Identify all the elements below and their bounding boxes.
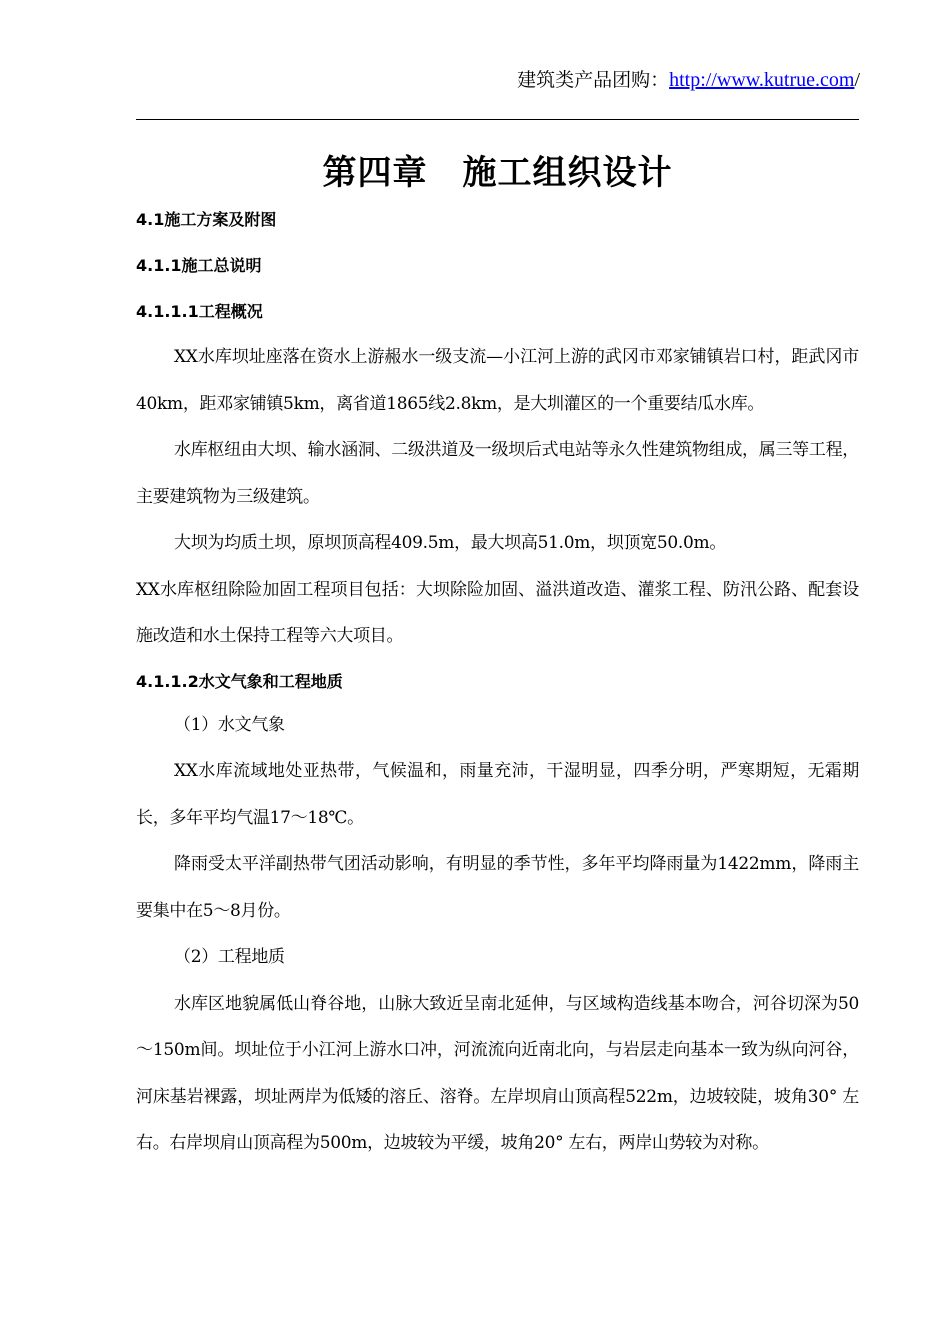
section-heading-4-1-1-2: 4.1.1.2水文气象和工程地质 bbox=[136, 671, 343, 691]
section-heading-4-1: 4.1施工方案及附图 bbox=[136, 210, 277, 229]
document-body bbox=[136, 208, 859, 1167]
header-slash: / bbox=[854, 69, 860, 91]
paragraph-overview-1: XX水库坝址座落在资水上游赧水一级支流—小江河上游的武冈市邓家铺镇岩口村，距武冈市40km，距邓家铺镇5km，离省道1865线2.8km，是大圳灌区的一个重要结瓜水库。 bbox=[136, 347, 859, 414]
subheading-hydrology: （1）水文气象 bbox=[174, 714, 285, 735]
paragraph-geology: 水库区地貌属低山脊谷地，山脉大致近呈南北延伸，与区域构造线基本吻合，河谷切深为50～150m间。坝址位于小江河上游水口冲，河流流向近南北向，与岩层走向基本一致为纵向河谷，河床基岩裸露，坝址两岸为低矮的溶丘、溶脊。左岸坝肩山顶高程522m，边坡较陡，坡角30° 左右。右岸坝肩山顶高程为500m，边坡较为平缓，坡角20° 左右，两岸山势较为对称。 bbox=[136, 993, 859, 1153]
header-label: 建筑类产品团购： bbox=[517, 69, 670, 91]
section-heading-4-1-1: 4.1.1施工总说明 bbox=[136, 256, 262, 275]
header-link[interactable]: http://www.kutrue.com bbox=[669, 69, 855, 91]
paragraph-hydrology-1: XX水库流域地处亚热带，气候温和，雨量充沛，干湿明显，四季分明，严寒期短，无霜期长，多年平均气温17～18℃。 bbox=[136, 761, 859, 828]
subheading-geology: （2）工程地质 bbox=[174, 947, 285, 967]
header-divider bbox=[136, 119, 859, 120]
page-header bbox=[517, 66, 860, 94]
paragraph-hydrology-2: 降雨受太平洋副热带气团活动影响，有明显的季节性，多年平均降雨量为1422mm，降雨主要集中在5～8月份。 bbox=[136, 854, 859, 921]
paragraph-overview-3: 大坝为均质土坝，原坝顶高程409.5m，最大坝高51.0m，坝顶宽50.0m。 bbox=[174, 533, 727, 553]
paragraph-overview-4: XX水库枢纽除险加固工程项目包括：大坝除险加固、溢洪道改造、灌浆工程、防汛公路、配套设施改造和水土保持工程等六大项目。 bbox=[136, 579, 859, 646]
paragraph-overview-2: 水库枢纽由大坝、输水涵洞、二级洪道及一级坝后式电站等永久性建筑物组成，属三等工程，主要建筑物为三级建筑。 bbox=[136, 440, 859, 507]
chapter-title: 第四章 施工组织设计 bbox=[322, 153, 673, 193]
section-heading-4-1-1-1: 4.1.1.1工程概况 bbox=[136, 302, 263, 321]
